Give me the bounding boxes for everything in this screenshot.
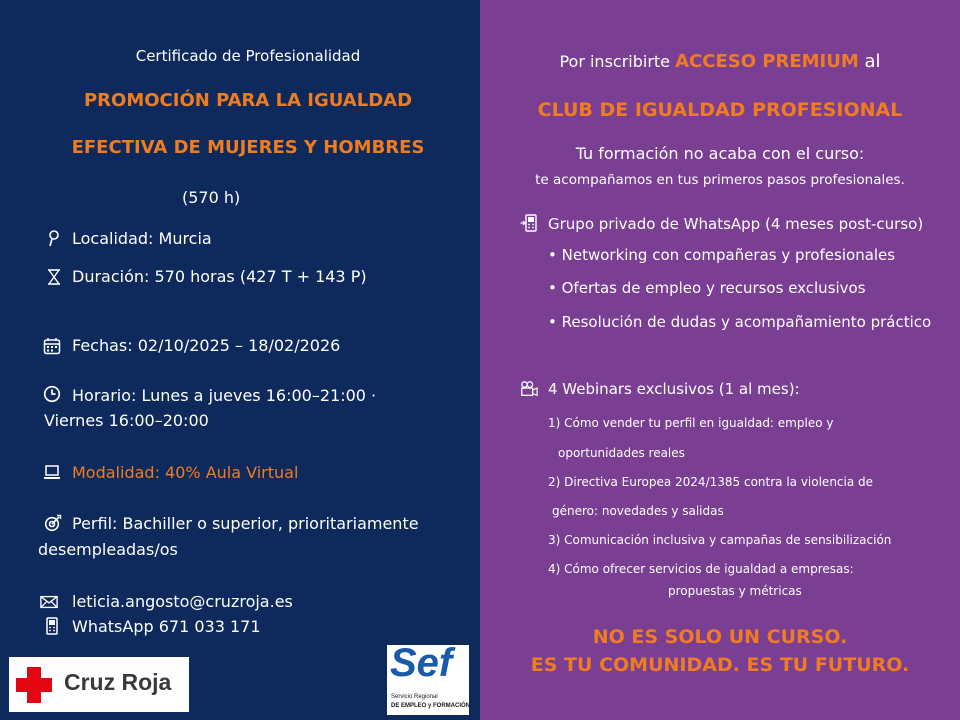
duration-text: Duración: 570 horas (427 T + 143 P) (72, 267, 367, 286)
benefit-text: Ofertas de empleo y recursos exclusivos (561, 279, 866, 297)
webinar-item-2: 2) Directiva Europea 2024/1385 contra la violencia de (548, 475, 874, 489)
club-subtitle-line1: Tu formación no acaba con el curso: (575, 144, 865, 163)
benefit-item (548, 246, 895, 264)
premium-intro (480, 51, 960, 72)
laptop-icon (43, 463, 61, 481)
cruz-roja-logo-text: Cruz Roja (64, 669, 172, 695)
location-text: Localidad: Murcia (72, 229, 212, 248)
club-subtitle-line2: te acompañamos en tus primeros pasos profesionales. (535, 172, 905, 188)
red-cross-icon (14, 665, 54, 705)
target-icon (44, 514, 62, 532)
premium-club-panel (480, 0, 960, 720)
phone-icon (43, 617, 61, 635)
course-title-line1: PROMOCIÓN PARA LA IGUALDAD (83, 90, 413, 111)
webinar-item-1: 1) Cómo vender tu perfil en igualdad: empleo y (548, 416, 834, 430)
modality-text: Modalidad: 40% Aula Virtual (72, 463, 299, 482)
webinar-item-3: 3) Comunicación inclusiva y campañas de sensibilización (548, 533, 892, 547)
certificate-label: Certificado de Profesionalidad (135, 47, 361, 65)
video-camera-icon (520, 380, 538, 398)
sef-logo-subtitle2: DE EMPLEO y FORMACIÓN (391, 703, 471, 709)
location-pin-icon (45, 229, 63, 247)
club-title: CLUB DE IGUALDAD PROFESIONAL (537, 99, 903, 121)
benefit-text: Resolución de dudas y acompañamiento práctico (561, 313, 932, 331)
benefit-item (548, 313, 931, 331)
schedule-line1: Horario: Lunes a jueves 16:00–21:00 · (72, 386, 377, 405)
cruz-roja-logo (9, 657, 189, 712)
webinar-item-4-cont: propuestas y métricas (668, 584, 802, 598)
profile-line2: desempleadas/os (38, 540, 178, 559)
benefit-text: Networking con compañeras y profesionales (561, 246, 896, 264)
email-link[interactable]: leticia.angosto@cruzroja.es (72, 592, 293, 611)
bullet-dot: • (548, 246, 562, 264)
dates-text: Fechas: 02/10/2025 – 18/02/2026 (72, 336, 341, 355)
premium-intro-prefix: Por inscribirte (559, 52, 676, 71)
bullet-dot: • (548, 313, 562, 331)
course-title-line2: EFECTIVA DE MUJERES Y HOMBRES (71, 137, 425, 158)
webinar-item-1-cont: oportunidades reales (558, 446, 685, 460)
calendar-icon (43, 337, 61, 355)
profile-line1: Perfil: Bachiller o superior, prioritariamente (72, 514, 419, 533)
envelope-icon (40, 593, 58, 611)
sef-logo-subtitle1: Servicio Regional (391, 694, 438, 700)
bullet-dot: • (548, 279, 562, 297)
closing-line2: ES TU COMUNIDAD. ES TU FUTURO. (530, 654, 910, 676)
whatsapp-contact[interactable]: WhatsApp 671 033 171 (72, 617, 261, 636)
mobile-phone-icon (520, 214, 538, 232)
webinar-item-2-cont: género: novedades y salidas (552, 504, 724, 518)
premium-intro-suffix: al (858, 51, 881, 72)
schedule-line2: Viernes 16:00–20:00 (44, 411, 209, 430)
benefit-item (548, 279, 866, 297)
hourglass-icon (45, 268, 63, 286)
sef-logo (387, 641, 471, 715)
webinar-item-4: 4) Cómo ofrecer servicios de igualdad a empresas: (548, 562, 854, 576)
webinars-title: 4 Webinars exclusivos (1 al mes): (548, 380, 800, 398)
closing-line1: NO ES SOLO UN CURSO. (592, 626, 848, 648)
course-hours: (570 h) (182, 188, 241, 207)
premium-highlight: ACCESO PREMIUM (675, 51, 859, 72)
sef-logo-text: Sef (390, 641, 453, 685)
whatsapp-group-text: Grupo privado de WhatsApp (4 meses post-curso) (548, 215, 924, 233)
clock-icon (43, 385, 61, 403)
